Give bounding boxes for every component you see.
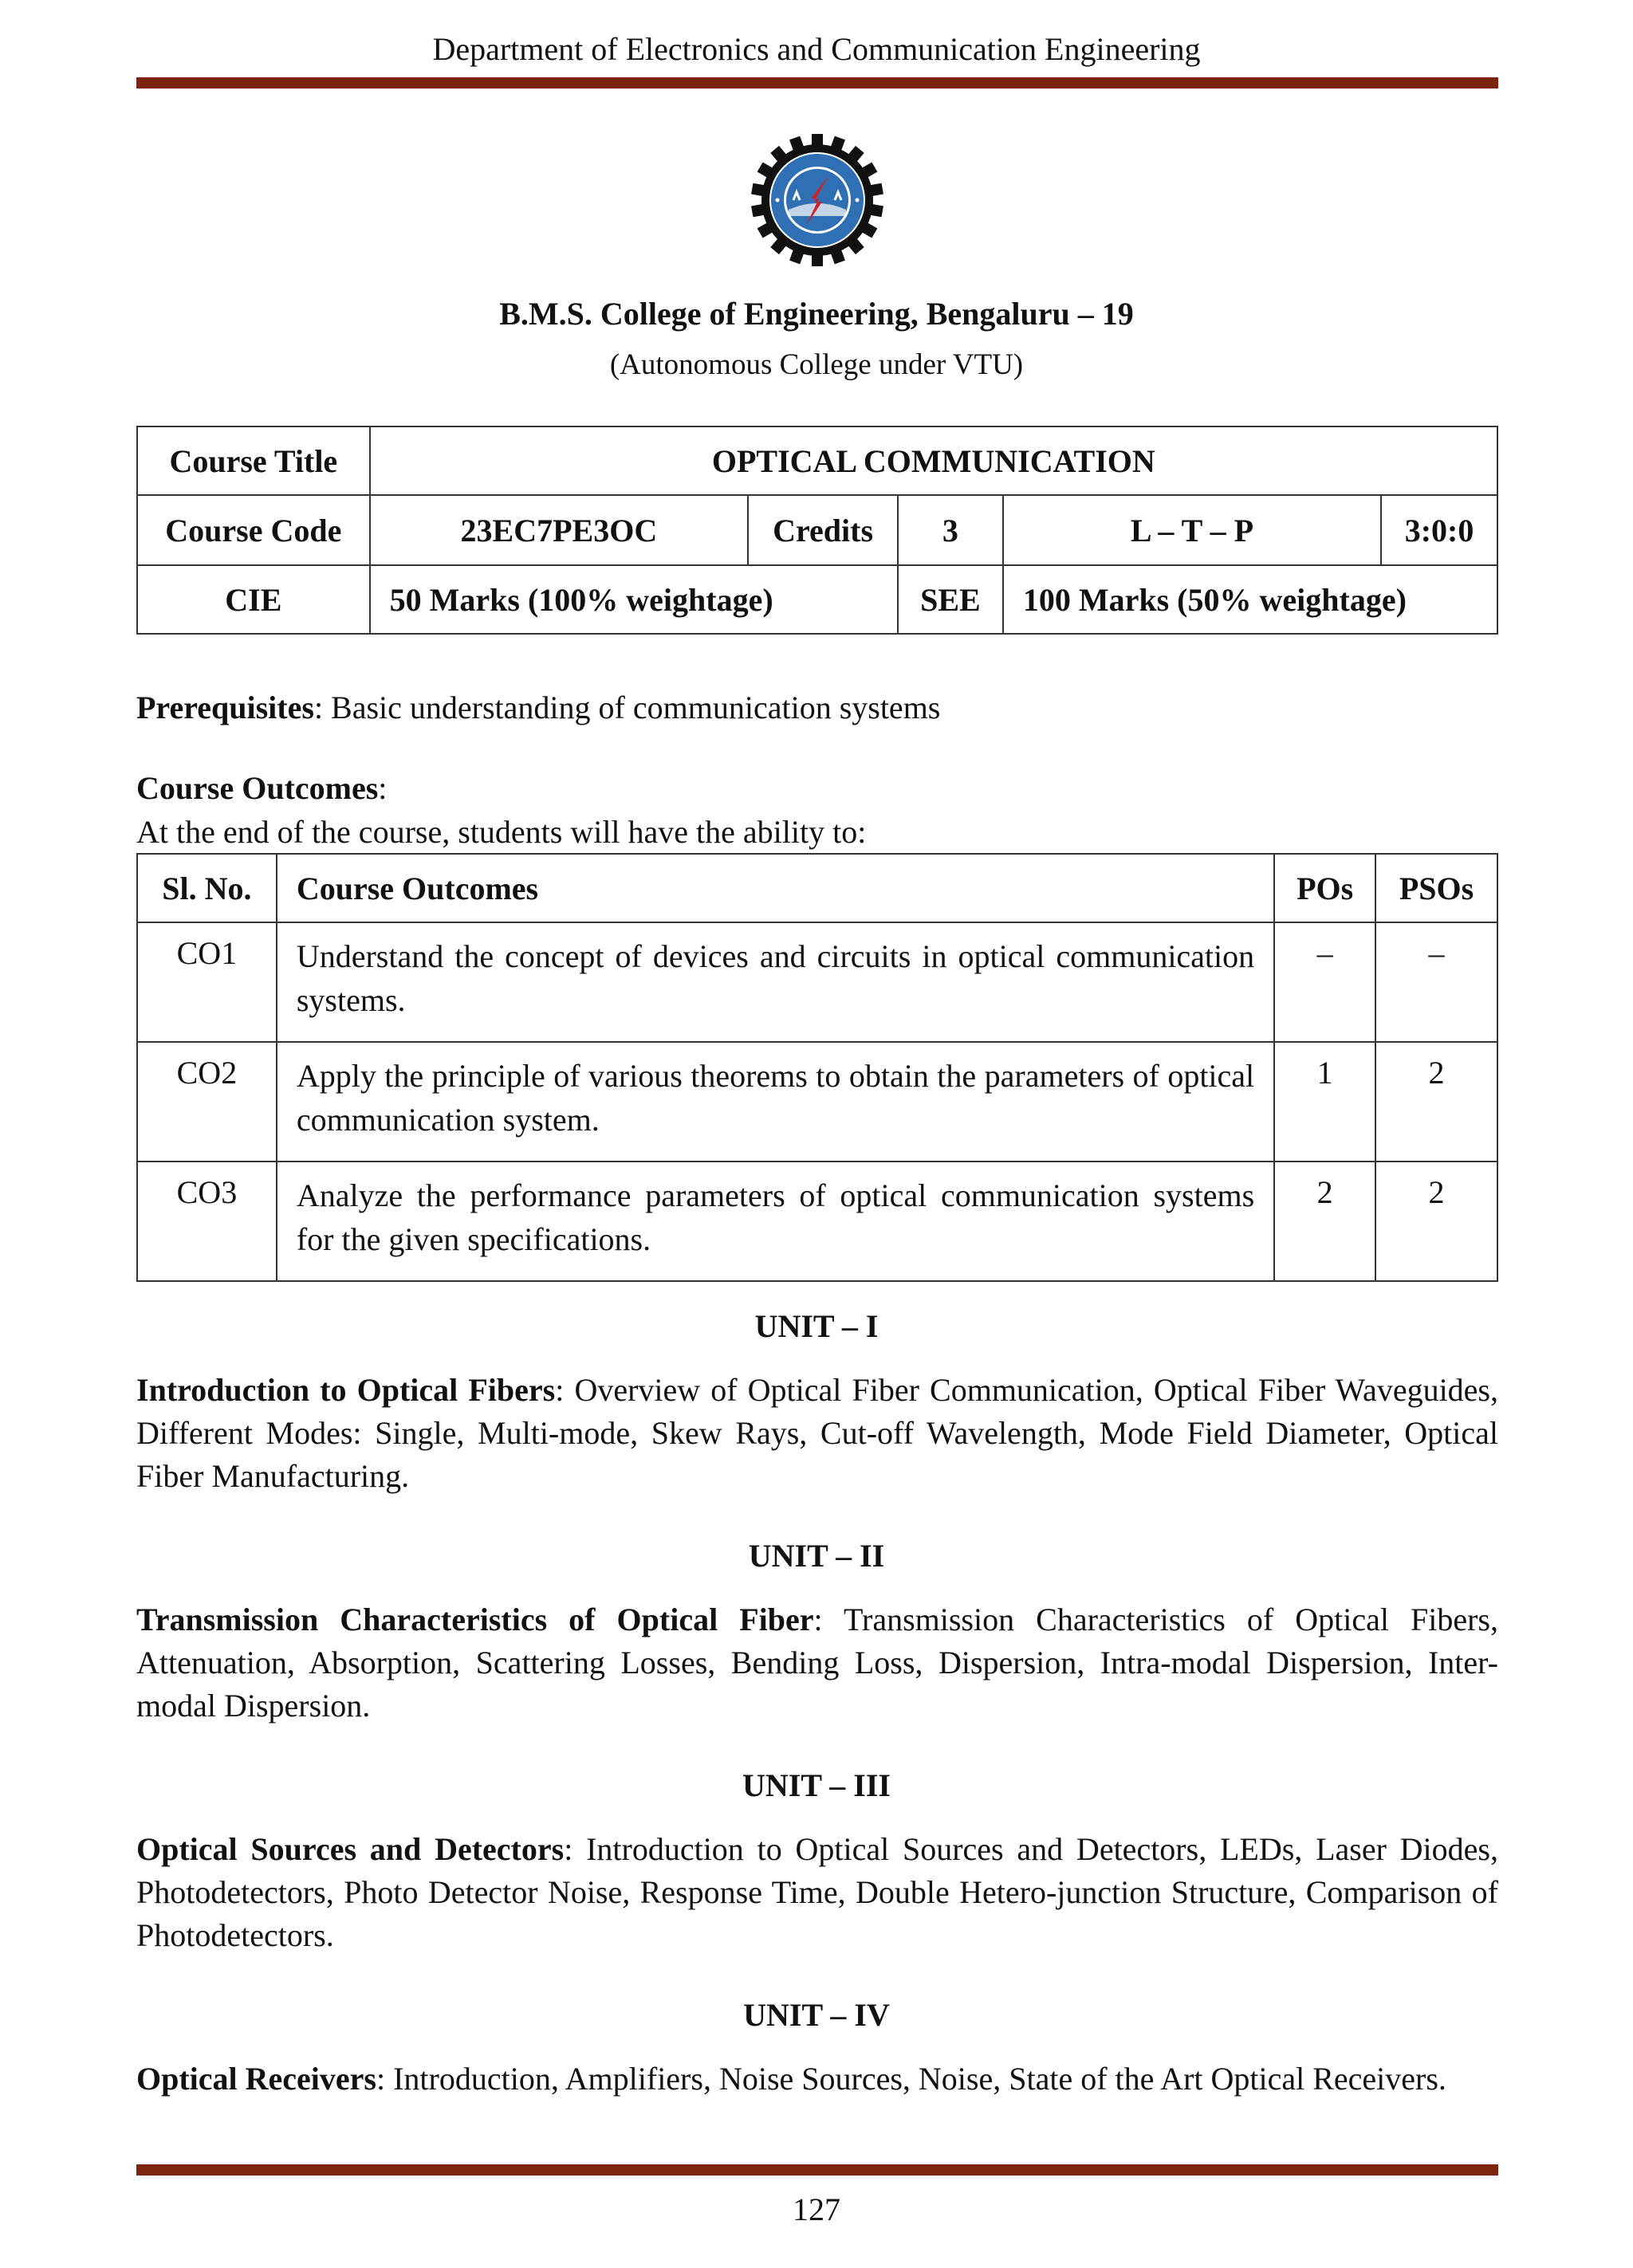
bottom-rule [136,2164,1498,2176]
unit-3-text: : Introduction to Optical Sources and Detectors, LEDs, Laser Diodes, Photodetectors, Photo Detector Noise, Response Time, Double Hetero-junction Structure, Comparison of Photodetectors. [136,1831,1498,1953]
college-subtitle: (Autonomous College under VTU) [609,348,1024,381]
header-pos: POs [1274,854,1375,922]
unit-2-body [136,1598,1498,1728]
cie-value: 50 Marks (100% weightage) [370,565,898,634]
co-id: CO1 [137,922,277,1042]
table-row [137,922,1497,1042]
course-code-label: Course Code [137,495,370,565]
unit-2-text: : Transmission Characteristics of Optical Fibers, Attenuation, Absorption, Scattering Losses, Bending Loss, Dispersion, Intra-modal Dispersion, Inter-modal Dispersion. [136,1602,1498,1724]
unit-1-body [136,1369,1498,1498]
course-title-value: OPTICAL COMMUNICATION [370,426,1497,495]
unit-3-title: UNIT – III [742,1767,891,1803]
unit-4-heading: Optical Receivers [136,2061,376,2097]
co-id: CO2 [137,1042,277,1162]
course-outcomes-intro: At the end of the course, students will have the ability to: [136,814,867,850]
header-psos: PSOs [1375,854,1497,922]
table-row [137,1042,1497,1162]
course-info-table [136,426,1498,635]
co-psos: 2 [1375,1042,1497,1162]
header-sl-no: Sl. No. [137,854,277,922]
co-id: CO3 [137,1162,277,1281]
credits-label: Credits [748,495,898,565]
cie-label: CIE [137,565,370,634]
page-number: 127 [793,2191,840,2227]
header-course-outcomes: Course Outcomes [277,854,1274,922]
prerequisites-label: Prerequisites [136,690,314,725]
unit-4-text: : Introduction, Amplifiers, Noise Sources, Noise, State of the Art Optical Receivers. [376,2061,1446,2097]
unit-4-body [136,2058,1498,2101]
co-description: Analyze the performance parameters of optical communication systems for the given specifications. [277,1162,1274,1281]
course-outcomes-table [136,853,1498,1282]
course-outcomes-label: Course Outcomes [136,770,379,806]
course-outcomes-heading: Course Outcomes: [136,770,388,806]
course-code-value: 23EC7PE3OC [370,495,749,565]
credits-value: 3 [898,495,1003,565]
table-row [137,1162,1497,1281]
unit-2-heading: Transmission Characteristics of Optical Fiber [136,1602,814,1637]
see-value: 100 Marks (50% weightage) [1003,565,1497,634]
unit-1-text: : Overview of Optical Fiber Communication, Optical Fiber Waveguides, Different Modes: Single, Multi-mode, Skew Rays, Cut-off Wavelength, Mode Field Diameter, Optical Fiber Manufacturing. [136,1372,1499,1494]
ltp-label: L – T – P [1003,495,1381,565]
co-description: Understand the concept of devices and circuits in optical communication systems. [277,922,1274,1042]
co-pos: 2 [1274,1162,1375,1281]
co-psos: – [1375,922,1497,1042]
ltp-value: 3:0:0 [1381,495,1497,565]
prerequisites-text: : Basic understanding of communication systems [313,690,941,725]
co-psos: 2 [1375,1162,1497,1281]
prerequisites [136,689,940,726]
see-label: SEE [898,565,1003,634]
co-pos: 1 [1274,1042,1375,1162]
department-header: Department of Electronics and Communication Engineering [432,31,1201,67]
co-description: Apply the principle of various theorems to obtain the parameters of optical communication system. [277,1042,1274,1162]
unit-3-body [136,1828,1498,1957]
unit-2-title: UNIT – II [748,1538,885,1574]
college-logo [751,134,883,266]
unit-1-title: UNIT – I [754,1308,879,1344]
top-rule [136,77,1498,88]
unit-3-heading: Optical Sources and Detectors [136,1831,565,1867]
course-title-label: Course Title [137,426,370,495]
unit-1-heading: Introduction to Optical Fibers [136,1372,556,1408]
co-pos: – [1274,922,1375,1042]
unit-4-title: UNIT – IV [743,1997,890,2033]
college-name: B.M.S. College of Engineering, Bengaluru – 19 [499,296,1134,332]
